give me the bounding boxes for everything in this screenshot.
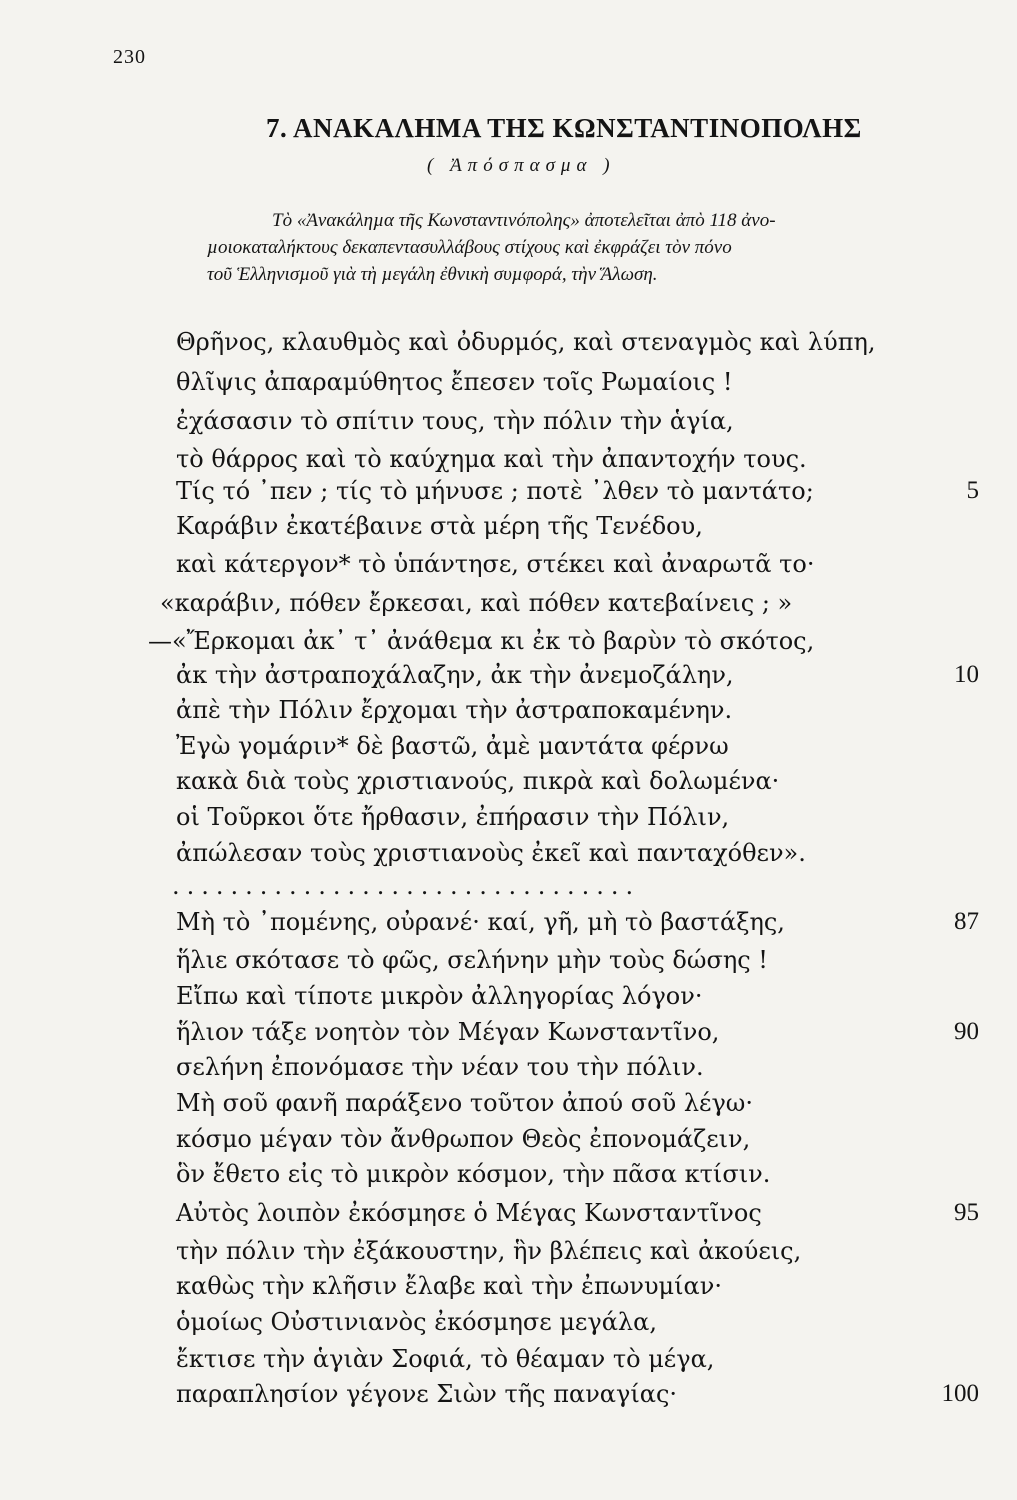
verse-line <box>0 1341 1017 1377</box>
verse-line <box>0 1156 1017 1192</box>
verse-text: ἥλιον τάξε νοητὸν τὸν Μέγαν Κωνσταντῖνο, <box>176 1018 720 1046</box>
verse-text: ἀπώλεσαν τοὺς χριστιανοὺς ἐκεῖ καὶ πανταχόθεν». <box>176 839 806 867</box>
verse-line <box>0 1014 1017 1050</box>
verse-line <box>0 942 1017 978</box>
page-number: 230 <box>113 46 146 68</box>
verse-line <box>0 585 1017 621</box>
verse-line <box>0 904 1017 940</box>
verse-text: τὸ θάρρος καὶ τὸ καύχημα καὶ τὴν ἀπαντοχήν τους. <box>176 445 807 473</box>
verse-line <box>0 763 1017 799</box>
poem-title: 7. ΑΝΑΚΑΛΗΜΑ ΤΗΣ ΚΩΝΣΤΑΝΤΙΝΟΠΟΛΗΣ <box>266 113 862 143</box>
verse-line <box>0 978 1017 1014</box>
verse-text: ἐχάσασιν τὸ σπίτιν τους, τὴν πόλιν τὴν ἁγία, <box>176 407 734 435</box>
poem-subtitle: ( Ἀπόσπασμα ) <box>427 155 616 176</box>
verse-line <box>0 441 1017 477</box>
verse-line <box>0 1268 1017 1304</box>
verse-line <box>0 799 1017 835</box>
line-number: 10 <box>954 661 979 688</box>
verse-line <box>0 1304 1017 1340</box>
verse-text: καθὼς τὴν κλῆσιν ἔλαβε καὶ τὴν ἐπωνυμίαν· <box>176 1272 722 1300</box>
verse-line <box>0 1195 1017 1231</box>
verse-text: Μὴ σοῦ φανῆ παράξενο τοῦτον ἀπού σοῦ λέγω· <box>176 1089 754 1117</box>
verse-line <box>0 1085 1017 1121</box>
verse-line <box>0 623 1017 659</box>
verse-line <box>0 1233 1017 1269</box>
verse-text: ὁμοίως Οὐστινιανὸς ἐκόσμησε μεγάλα, <box>176 1308 657 1336</box>
verse-text: ἀκ τὴν ἀστραποχάλαζην, ἀκ τὴν ἀνεμοζάλην, <box>176 661 734 689</box>
verse-text: παραπλησίον γέγονε Σιὼν τῆς παναγίας· <box>176 1380 678 1408</box>
verse-line <box>0 1376 1017 1412</box>
verse-line <box>0 508 1017 544</box>
verse-line <box>0 835 1017 871</box>
verse-text: Θρῆνος, κλαυθμὸς καὶ ὀδυρμός, καὶ στεναγμὸς καὶ λύπη, <box>176 328 876 356</box>
verse-text: Τίς τό ᾽πεν ; τίς τὸ μήνυσε ; ποτὲ ᾽λθεν τὸ μαντάτο; <box>176 477 814 505</box>
verse-line <box>0 1049 1017 1085</box>
intro-line: µοιοκαταλήκτους δεκαπεντασυλλάβους στίχους καὶ ἐκφράζει τὸν πόνο <box>207 237 732 258</box>
verse-text: ἥλιε σκότασε τὸ φῶς, σελήνην μὴν τοὺς δώσης ! <box>176 946 768 974</box>
verse-text: Καράβιν ἐκατέβαινε στὰ μέρη τῆς Τενέδου, <box>176 512 703 540</box>
verse-text: Μὴ τὸ ᾽πομένης, οὐρανέ· καί, γῆ, μὴ τὸ βαστάξης, <box>176 908 785 936</box>
line-number: 100 <box>941 1380 979 1407</box>
verse-line <box>0 1121 1017 1157</box>
intro-line: τοῦ Ἑλληνισµοῦ γιὰ τὴ µεγάλη ἐθνικὴ συµφορά, τὴν Ἅλωση. <box>207 264 658 285</box>
verse-text: σελήνη ἐπονόμασε τὴν νέαν του τὴν πόλιν. <box>176 1053 704 1081</box>
verse-line <box>0 728 1017 764</box>
verse-text: κακὰ διὰ τοὺς χριστιανούς, πικρὰ καὶ δολωμένα· <box>176 767 780 795</box>
verse-line <box>0 324 1017 360</box>
verse-text: Ἐγὼ γομάριν* δὲ βαστῶ, ἀμὲ μαντάτα φέρνω <box>176 732 729 760</box>
line-number: 95 <box>954 1199 979 1226</box>
verse-text: Εἴπω καὶ τίποτε μικρὸν ἀλληγορίας λόγον· <box>176 982 703 1010</box>
verse-line <box>0 692 1017 728</box>
verse-text: κόσμο μέγαν τὸν ἄνθρωπον Θεὸς ἐπονομάζειν, <box>176 1125 751 1153</box>
intro-line: Τὸ «Ἀνακάληµα τῆς Κωνσταντινόπολης» ἀποτελεῖται ἀπὸ 118 ἀνο- <box>272 210 776 231</box>
verse-text: οἱ Τοῦρκοι ὅτε ἤρθασιν, ἐπήρασιν τὴν Πόλιν, <box>176 803 730 831</box>
verse-text: θλῖψις ἀπαραμύθητος ἔπεσεν τοῖς Ρωμαίοις ! <box>176 368 733 396</box>
line-number: 90 <box>954 1018 979 1045</box>
line-number: 5 <box>966 477 979 504</box>
verse-line <box>0 546 1017 582</box>
verse-line <box>0 657 1017 693</box>
verse-text: ἀπὲ τὴν Πόλιν ἔρχομαι τὴν ἀστραποκαμένην. <box>176 696 733 724</box>
verse-line <box>0 403 1017 439</box>
verse-text: —«Ἔρκομαι ἀκ᾽ τ᾽ ἀνάθεμα κι ἐκ τὸ βαρὺν τὸ σκότος, <box>148 627 815 655</box>
verse-text: «καράβιν, πόθεν ἔρκεσαι, καὶ πόθεν κατεβαίνεις ; » <box>160 589 793 617</box>
line-number: 87 <box>954 908 979 935</box>
verse-text: ἔκτισε τὴν ἁγιὰν Σοφιά, τὸ θέαμαν τὸ μέγα, <box>176 1345 715 1373</box>
ellipsis-separator: ................................ <box>172 872 641 900</box>
verse-line <box>0 473 1017 509</box>
verse-text: τὴν πόλιν τὴν ἐξάκουστην, ἣν βλέπεις καὶ ἀκούεις, <box>176 1237 802 1265</box>
verse-text: ὃν ἔθετο εἰς τὸ μικρὸν κόσμον, τὴν πᾶσα κτίσιν. <box>176 1160 771 1188</box>
verse-line <box>0 364 1017 400</box>
verse-text: καὶ κάτεργον* τὸ ὑπάντησε, στέκει καὶ ἀναρωτᾶ το· <box>176 550 815 578</box>
verse-text: Αὐτὸς λοιπὸν ἐκόσμησε ὁ Μέγας Κωνσταντῖνος <box>176 1199 762 1227</box>
